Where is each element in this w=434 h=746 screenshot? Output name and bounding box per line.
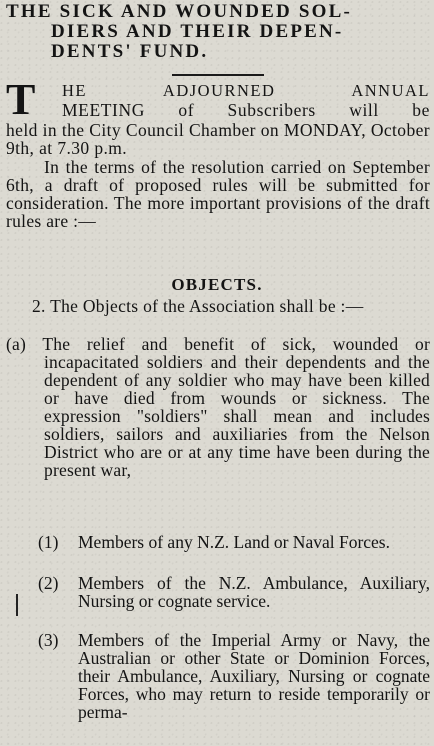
list-item-text: Members of the Imperial Army or Navy, the Australian or other State or Dominion Forces, their Ambulance, Auxiliary, Nursing or cognate Forces, who may return to reside temporarily or perma- [78, 630, 430, 722]
heading-line-3: DENTS' FUND. [51, 41, 209, 62]
notice-paragraph-2: In the terms of the resolution carried on September 6th, a draft of proposed rules will be submitted for consideration. The more important provisions of the draft rules are :— [6, 157, 430, 231]
heading-line-1: THE SICK AND WOUNDED SOL- [6, 1, 353, 22]
margin-mark [16, 594, 21, 616]
clause-a: (a) The relief and benefit of sick, wounded or incapacitated soldiers and their dependents and the dependent of any soldier who may have been killed or have died from wounds or sickness. The expression "soldiers" shall mean and includes soldiers, sailors and auxiliaries from the Nelson District who are or at any time have been during the present war, [6, 334, 430, 480]
notice-line-1: HE ADJOURNED ANNUAL [62, 81, 430, 100]
drop-cap: T [6, 75, 36, 124]
objects-heading: OBJECTS. [171, 275, 263, 294]
list-item-number: (1) [38, 532, 59, 552]
article-heading [6, 2, 430, 62]
objects-intro: 2. The Objects of the Association shall be :— [32, 296, 364, 316]
notice-meeting-details: held in the City Council Chamber on MONDAY, October 9th, at 7.30 p.m. [6, 120, 430, 158]
list-item [38, 574, 430, 610]
list-item-number: (3) [38, 630, 59, 650]
notice-line-2: MEETING of Subscribers will be [62, 100, 430, 120]
heading-line-2: DIERS AND THEIR DEPEN- [51, 21, 344, 42]
list-item-text: Members of the N.Z. Ambulance, Auxiliary, Nursing or cognate service. [78, 573, 430, 611]
heading-divider [172, 74, 264, 76]
list-item [38, 533, 430, 551]
list-item-number: (2) [38, 573, 59, 593]
list-item [38, 631, 430, 721]
list-item-text: Members of any N.Z. Land or Naval Forces. [78, 532, 390, 552]
